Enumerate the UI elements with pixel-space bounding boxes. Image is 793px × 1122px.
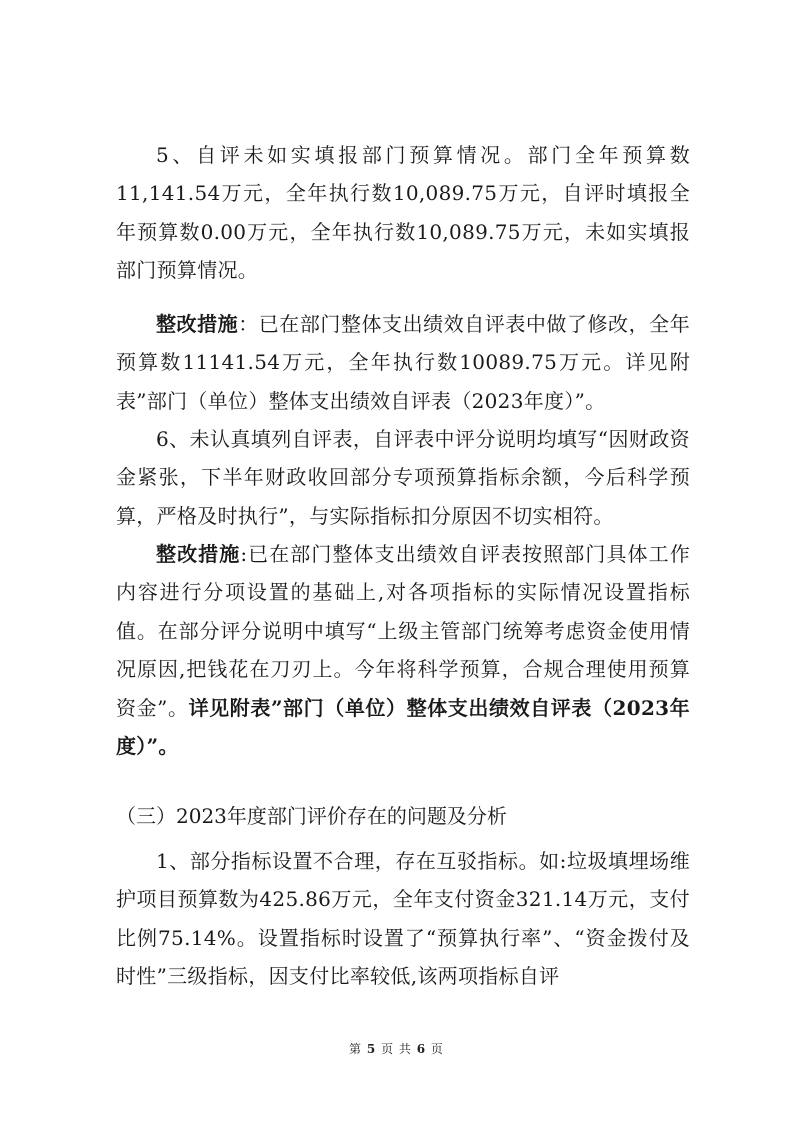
rectification-label: 整改措施 <box>156 542 241 566</box>
paragraph-self-eval-form <box>116 420 690 535</box>
rectification-label: 整改措施 <box>156 312 239 336</box>
appendix-reference: 详见附表”部门（单位）整体支出绩效自评表（2023年度）”。 <box>116 695 690 759</box>
paragraph-text: 6、未认真填列自评表，自评表中评分说明均填写“因财政资金紧张，下半年财政收回部分专项预算指标余额，今后科学预算，严格及时执行”，与实际指标扣分原因不切实相符。 <box>116 427 690 528</box>
page-footer <box>0 1040 793 1057</box>
footer-suffix: 页 <box>430 1042 444 1056</box>
paragraph-text: 5、自评未如实填报部门预算情况。部门全年预算数11,141.54万元，全年执行数10,089.75万元，自评时填报全年预算数0.00万元，全年执行数10,089.75万元，未如实填报部门预算情况。 <box>116 143 690 283</box>
total-page-number: 6 <box>416 1042 427 1056</box>
paragraph-indicator-issues <box>116 842 690 996</box>
paragraph-text: :已在部门整体支出绩效自评表按照部门具体工作内容进行分项设置的基础上,对各项指标的实际情况设置指标值。在部分评分说明中填写“上级主管部门统筹考虑资金使用情况原因,把钱花在刀刃上。今年将科学预算，合规合理使用预算资金”。 <box>116 542 690 720</box>
paragraph-budget-reporting <box>116 136 690 290</box>
footer-prefix: 第 <box>349 1042 363 1056</box>
paragraph-rectification-1 <box>116 305 690 420</box>
paragraph-rectification-2 <box>116 535 690 765</box>
paragraph-text: ：已在部门整体支出绩效自评表中做了修改，全年预算数11141.54万元，全年执行数10089.75万元。详见附表”部门（单位）整体支出绩效自评表（2023年度）”。 <box>116 312 691 413</box>
footer-middle: 页 共 <box>381 1042 412 1056</box>
section-heading: （三）2023年度部门评价存在的问题及分析 <box>116 804 507 828</box>
paragraph-text: 1、部分指标设置不合理，存在互驳指标。如:垃圾填埋场维护项目预算数为425.86万元，全年支付资金321.14万元，支付比例75.14%。设置指标时设置了“预算执行率”、“资金拨付及时性”三级指标，因支付比率较低,该两项指标自评 <box>116 849 690 989</box>
current-page-number: 5 <box>366 1042 377 1056</box>
